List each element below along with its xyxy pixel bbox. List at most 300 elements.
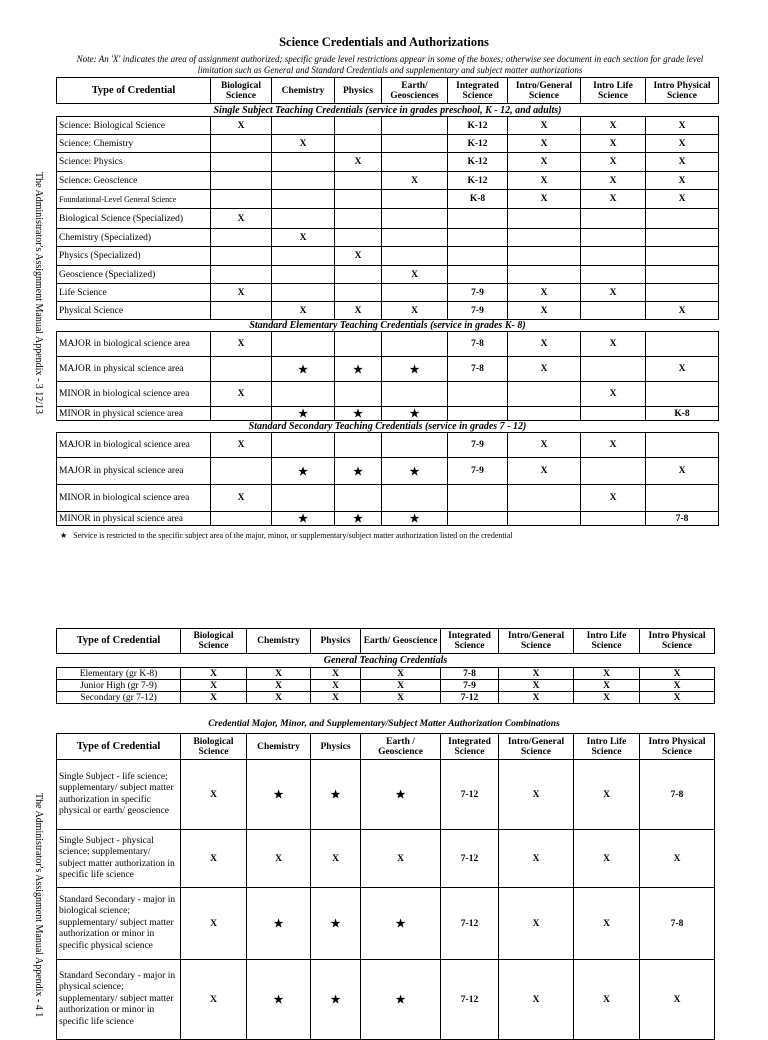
table-cell: X — [640, 680, 715, 692]
header-biological-science: Biological Science — [181, 734, 247, 760]
table-cell — [382, 153, 448, 172]
row-label: MAJOR in biological science area — [57, 332, 211, 357]
table-cell — [508, 485, 581, 512]
header-integrated-science: Integrated Science — [441, 734, 499, 760]
table-cell — [646, 247, 719, 266]
table-cell — [646, 229, 719, 247]
table-cell — [211, 247, 272, 266]
table-cell — [508, 209, 581, 229]
combo-section-title: Credential Major, Minor, and Supplementary/Subject Matter Authorization Combinations — [208, 719, 560, 729]
header-physics: Physics — [311, 629, 361, 654]
footnote-text: Service is restricted to the specific subject area of the major, minor, or supplementary/subject matter authorization listed on the credential — [73, 531, 513, 540]
table-row — [57, 680, 715, 692]
table-cell: X — [311, 692, 361, 704]
header-biological-science: Biological Science — [211, 78, 272, 104]
table-row — [57, 266, 719, 284]
table-row — [57, 284, 719, 302]
table-cell: X — [211, 284, 272, 302]
table-cell — [335, 229, 382, 247]
table-cell — [211, 458, 272, 485]
table-cell — [382, 382, 448, 407]
table-cell — [335, 209, 382, 229]
table-cell: X — [508, 190, 581, 209]
table-cell — [382, 209, 448, 229]
table-row — [57, 512, 719, 526]
table-cell — [581, 302, 646, 320]
table-cell: X — [499, 760, 574, 830]
table-cell — [508, 247, 581, 266]
side-label-appendix-3: The Administrator's Assignment Manual Appendix - 3 12/13 — [33, 172, 44, 415]
section-title: Single Subject Teaching Credentials (service in grades preschool, K - 12, and adults) — [57, 104, 719, 117]
table-cell: X — [361, 680, 441, 692]
row-label: MINOR in physical science area — [57, 512, 211, 526]
table-row — [57, 830, 715, 888]
table-row — [57, 332, 719, 357]
row-label: Elementary (gr K-8) — [57, 668, 181, 680]
table-cell — [508, 512, 581, 526]
table-cell: 7-12 — [441, 760, 499, 830]
table-cell: X — [335, 153, 382, 172]
table-cell: X — [181, 960, 247, 1040]
table-cell: X — [581, 153, 646, 172]
row-label: MAJOR in physical science area — [57, 357, 211, 382]
table-cell: 7-12 — [441, 888, 499, 960]
table-cell: ★ — [335, 407, 382, 421]
table-cell: X — [646, 458, 719, 485]
table-cell: 7-9 — [448, 284, 508, 302]
table-row — [57, 692, 715, 704]
row-label: MINOR in physical science area — [57, 407, 211, 421]
table-cell — [335, 332, 382, 357]
page-title: Science Credentials and Authorizations — [279, 35, 489, 49]
table-cell: 7-12 — [441, 830, 499, 888]
header-intro-life-science: Intro Life Science — [574, 629, 640, 654]
table-cell — [581, 229, 646, 247]
table-row — [57, 357, 719, 382]
table-row — [57, 229, 719, 247]
table-cell: X — [646, 357, 719, 382]
table-cell — [382, 247, 448, 266]
header-intro-physical-science: Intro Physical Science — [646, 78, 719, 104]
row-label: MINOR in biological science area — [57, 485, 211, 512]
table-cell: X — [272, 229, 335, 247]
page-note: Note: An 'X' indicates the area of assignment authorized; specific grade level restrictions appear in some of the boxes; otherwise see document in each section for grade level limitation such as General and Standard Credentials and supplementary and subject matter authorizations — [76, 54, 704, 75]
table-cell — [646, 433, 719, 458]
table-cell: ★ — [272, 357, 335, 382]
table-row — [57, 153, 719, 172]
table-cell: X — [574, 668, 640, 680]
table-cell: ★ — [335, 357, 382, 382]
table-cell: X — [574, 888, 640, 960]
table-cell — [508, 407, 581, 421]
table-cell: X — [311, 830, 361, 888]
table-cell — [335, 433, 382, 458]
table-cell — [211, 172, 272, 190]
table-cell: 7-8 — [640, 888, 715, 960]
table-cell: X — [499, 692, 574, 704]
table-cell: X — [646, 117, 719, 135]
table-cell — [335, 266, 382, 284]
table-row — [57, 485, 719, 512]
header-earth-geoscience: Earth/ Geoscience — [361, 629, 441, 654]
table-cell — [335, 117, 382, 135]
table-cell: X — [581, 485, 646, 512]
table-cell — [272, 485, 335, 512]
row-label: Single Subject - physical science; supplementary/ subject matter authorization in specific life science — [57, 830, 181, 888]
table-cell — [211, 266, 272, 284]
table-cell — [272, 117, 335, 135]
header-physics: Physics — [311, 734, 361, 760]
table-cell — [646, 284, 719, 302]
table-cell — [382, 284, 448, 302]
table-cell: X — [581, 135, 646, 153]
table-cell — [448, 512, 508, 526]
table-cell: ★ — [247, 760, 311, 830]
table-cell: X — [581, 382, 646, 407]
table-cell: 7-12 — [441, 692, 499, 704]
table-cell — [272, 172, 335, 190]
table-cell: X — [335, 302, 382, 320]
header-type-of-credential: Type of Credential — [57, 734, 181, 760]
side-label-appendix-4: The Administrator's Assignment Manual Appendix - 4 1 — [33, 793, 44, 1018]
table-cell: X — [499, 830, 574, 888]
table-cell — [335, 172, 382, 190]
table-cell — [448, 247, 508, 266]
table-cell — [272, 382, 335, 407]
row-label: Junior High (gr 7-9) — [57, 680, 181, 692]
table-cell: X — [646, 190, 719, 209]
table-cell: ★ — [361, 760, 441, 830]
row-label: Foundational-Level General Science — [57, 190, 211, 209]
table-cell — [646, 485, 719, 512]
table-cell: 7-8 — [448, 357, 508, 382]
table-cell — [335, 284, 382, 302]
row-label: Science: Geoscience — [57, 172, 211, 190]
table-row — [57, 960, 715, 1040]
table-cell — [581, 209, 646, 229]
table-cell — [335, 382, 382, 407]
table-cell: X — [640, 830, 715, 888]
table-cell: ★ — [361, 960, 441, 1040]
table-cell: X — [646, 153, 719, 172]
header-type-of-credential: Type of Credential — [57, 629, 181, 654]
table-cell: ★ — [335, 512, 382, 526]
table-cell: X — [646, 302, 719, 320]
table-row — [57, 247, 719, 266]
row-label: Standard Secondary - major in biological science; supplementary/ subject matter authorization or minor in specific physical science — [57, 888, 181, 960]
table-row — [57, 433, 719, 458]
table-cell — [448, 407, 508, 421]
header-intro-physical-science: Intro Physical Science — [640, 734, 715, 760]
row-label: Physical Science — [57, 302, 211, 320]
table-cell: X — [211, 117, 272, 135]
table-cell: X — [508, 284, 581, 302]
table-cell: X — [646, 172, 719, 190]
table-cell — [382, 229, 448, 247]
table-cell: 7-9 — [448, 433, 508, 458]
table-cell: X — [508, 433, 581, 458]
table-cell — [581, 357, 646, 382]
table-cell: X — [581, 332, 646, 357]
table-cell — [581, 458, 646, 485]
table-row — [57, 668, 715, 680]
table-cell: X — [581, 284, 646, 302]
table-cell: 7-8 — [448, 332, 508, 357]
table-cell — [448, 382, 508, 407]
table-cell: X — [574, 830, 640, 888]
table-cell: X — [581, 433, 646, 458]
table-cell: X — [640, 692, 715, 704]
table-cell — [211, 512, 272, 526]
table-cell: X — [508, 458, 581, 485]
table-cell: ★ — [382, 512, 448, 526]
header-chemistry: Chemistry — [247, 734, 311, 760]
table-cell — [272, 190, 335, 209]
header-type-of-credential: Type of Credential — [57, 78, 211, 104]
header-intro-general-science: Intro/General Science — [508, 78, 581, 104]
table-cell: X — [508, 302, 581, 320]
section-title: Standard Secondary Teaching Credentials (service in grades 7 - 12) — [57, 421, 719, 433]
table-cell: X — [211, 209, 272, 229]
table-cell: X — [181, 830, 247, 888]
table-cell: X — [382, 302, 448, 320]
section-title: Standard Elementary Teaching Credentials (service in grades K- 8) — [57, 320, 719, 332]
row-label: Chemistry (Specialized) — [57, 229, 211, 247]
table-cell: X — [181, 692, 247, 704]
table-cell: X — [181, 760, 247, 830]
table-row — [57, 209, 719, 229]
table-cell: X — [581, 172, 646, 190]
footnote — [60, 531, 513, 540]
table-cell: X — [181, 680, 247, 692]
table-cell: X — [499, 888, 574, 960]
table-cell — [272, 209, 335, 229]
row-label: Life Science — [57, 284, 211, 302]
table-row — [57, 407, 719, 421]
table-cell — [382, 485, 448, 512]
header-biological-science: Biological Science — [181, 629, 247, 654]
section-header-row — [57, 320, 719, 332]
table-cell: X — [574, 680, 640, 692]
table-cell: X — [574, 692, 640, 704]
table-cell — [581, 407, 646, 421]
table-cell — [448, 209, 508, 229]
table-cell: ★ — [335, 458, 382, 485]
header-chemistry: Chemistry — [272, 78, 335, 104]
table-cell: X — [382, 172, 448, 190]
table-cell: K-8 — [448, 190, 508, 209]
table-cell: ★ — [272, 458, 335, 485]
table-cell — [646, 209, 719, 229]
table-cell: X — [361, 668, 441, 680]
header-intro-general-science: Intro/General Science — [499, 734, 574, 760]
table-cell: X — [247, 680, 311, 692]
table-cell: ★ — [382, 357, 448, 382]
table-header-row — [57, 629, 715, 654]
table-cell — [211, 229, 272, 247]
table-cell: X — [581, 117, 646, 135]
header-integrated-science: Integrated Science — [448, 78, 508, 104]
table-cell — [211, 302, 272, 320]
table-row — [57, 135, 719, 153]
table-cell: ★ — [311, 760, 361, 830]
table-cell — [581, 266, 646, 284]
table-cell — [272, 153, 335, 172]
row-label: Biological Science (Specialized) — [57, 209, 211, 229]
table-cell: X — [581, 190, 646, 209]
table-cell: ★ — [311, 960, 361, 1040]
table-cell: K-12 — [448, 153, 508, 172]
table-row — [57, 458, 719, 485]
table-cell: X — [508, 357, 581, 382]
table-cell: 7-12 — [441, 960, 499, 1040]
table-cell: X — [311, 668, 361, 680]
credentials-table-3 — [56, 733, 715, 1040]
table-cell: X — [508, 153, 581, 172]
table-cell — [508, 266, 581, 284]
table-cell: 7-8 — [640, 760, 715, 830]
row-label: Science: Physics — [57, 153, 211, 172]
table-cell — [211, 357, 272, 382]
table-cell: ★ — [361, 888, 441, 960]
section-header-row — [57, 421, 719, 433]
table-cell — [211, 407, 272, 421]
table-cell: X — [272, 302, 335, 320]
table-cell — [581, 247, 646, 266]
table-cell: K-12 — [448, 172, 508, 190]
table-cell: ★ — [382, 407, 448, 421]
table-cell: ★ — [272, 407, 335, 421]
row-label: Science: Biological Science — [57, 117, 211, 135]
table-cell — [335, 485, 382, 512]
table-cell: X — [640, 668, 715, 680]
table-cell: X — [574, 760, 640, 830]
header-intro-life-science: Intro Life Science — [581, 78, 646, 104]
table-row — [57, 117, 719, 135]
table-cell: 7-9 — [448, 302, 508, 320]
table-cell: X — [211, 332, 272, 357]
row-label: Geoscience (Specialized) — [57, 266, 211, 284]
table-cell: 7-8 — [441, 668, 499, 680]
table-cell — [581, 512, 646, 526]
table-cell: X — [574, 960, 640, 1040]
table-cell: ★ — [247, 960, 311, 1040]
table-cell — [335, 135, 382, 153]
table-cell: X — [181, 888, 247, 960]
table-cell: 7-9 — [448, 458, 508, 485]
table-cell — [382, 117, 448, 135]
row-label: Physics (Specialized) — [57, 247, 211, 266]
table-cell: X — [272, 135, 335, 153]
table-row — [57, 172, 719, 190]
row-label: Secondary (gr 7-12) — [57, 692, 181, 704]
table-header-row — [57, 734, 715, 760]
table-row — [57, 382, 719, 407]
table-cell — [272, 266, 335, 284]
table-cell: ★ — [272, 512, 335, 526]
table-cell — [382, 433, 448, 458]
table-cell — [508, 229, 581, 247]
table-cell — [448, 229, 508, 247]
table-cell — [272, 332, 335, 357]
row-label: MINOR in biological science area — [57, 382, 211, 407]
table-cell — [211, 153, 272, 172]
table-cell: K-8 — [646, 407, 719, 421]
table-cell: X — [499, 668, 574, 680]
credentials-table-2 — [56, 628, 715, 704]
star-icon: ★ — [60, 531, 68, 540]
header-chemistry: Chemistry — [247, 629, 311, 654]
table-cell: X — [361, 692, 441, 704]
table-cell: 7-8 — [646, 512, 719, 526]
table-cell — [272, 284, 335, 302]
table-cell — [508, 382, 581, 407]
table-cell: ★ — [311, 888, 361, 960]
table-cell: X — [181, 668, 247, 680]
table-row — [57, 888, 715, 960]
header-intro-physical-science: Intro Physical Science — [640, 629, 715, 654]
table-cell — [272, 247, 335, 266]
table-cell: X — [382, 266, 448, 284]
table-cell — [211, 190, 272, 209]
table-cell — [211, 135, 272, 153]
table-header-row — [57, 78, 719, 104]
section-header-row — [57, 654, 715, 668]
table-cell: ★ — [247, 888, 311, 960]
header-integrated-science: Integrated Science — [441, 629, 499, 654]
table-cell: X — [247, 668, 311, 680]
table-cell: X — [211, 485, 272, 512]
header-physics: Physics — [335, 78, 382, 104]
table-cell: X — [508, 117, 581, 135]
table-cell: X — [646, 135, 719, 153]
table-cell — [382, 135, 448, 153]
header-earth-geosciences: Earth/ Geosciences — [382, 78, 448, 104]
table-cell: 7-9 — [441, 680, 499, 692]
table-row — [57, 190, 719, 209]
table-cell: X — [211, 382, 272, 407]
table-cell: X — [311, 680, 361, 692]
credentials-table-1 — [56, 77, 719, 526]
table-cell: X — [508, 172, 581, 190]
table-cell: X — [499, 680, 574, 692]
section-title: General Teaching Credentials — [57, 654, 715, 668]
table-cell — [448, 266, 508, 284]
section-header-row — [57, 104, 719, 117]
table-cell: X — [640, 960, 715, 1040]
table-cell: X — [247, 830, 311, 888]
row-label: MAJOR in physical science area — [57, 458, 211, 485]
table-row — [57, 302, 719, 320]
row-label: Single Subject - life science; supplementary/ subject matter authorization in specific physical or earth/ geoscience — [57, 760, 181, 830]
table-cell: ★ — [382, 458, 448, 485]
table-cell: X — [247, 692, 311, 704]
header-intro-life-science: Intro Life Science — [574, 734, 640, 760]
table-cell — [335, 190, 382, 209]
table-cell: X — [211, 433, 272, 458]
row-label: MAJOR in biological science area — [57, 433, 211, 458]
table-cell — [646, 266, 719, 284]
header-earth-geoscience: Earth / Geoscience — [361, 734, 441, 760]
table-cell: X — [499, 960, 574, 1040]
table-cell — [382, 190, 448, 209]
row-label: Science: Chemistry — [57, 135, 211, 153]
table-cell: X — [335, 247, 382, 266]
table-cell — [272, 433, 335, 458]
table-cell: K-12 — [448, 117, 508, 135]
table-cell — [382, 332, 448, 357]
table-cell: X — [508, 135, 581, 153]
